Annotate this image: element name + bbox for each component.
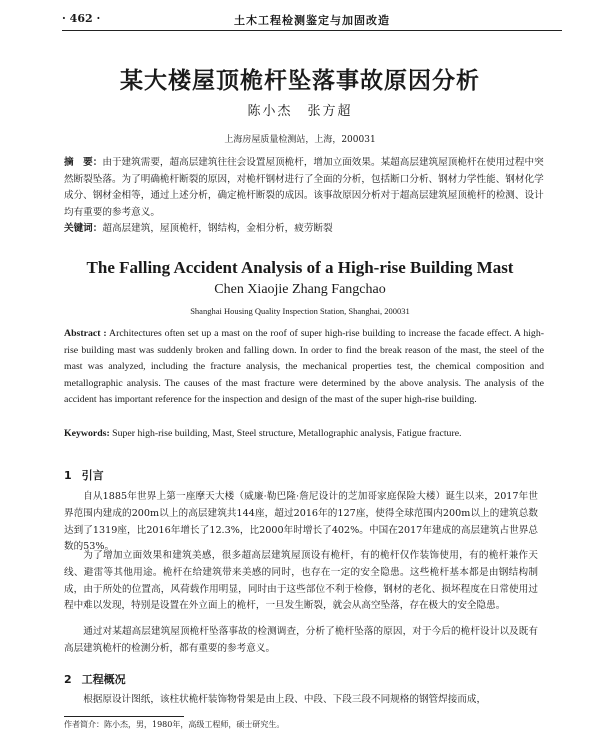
section-title: 引言 bbox=[81, 469, 104, 482]
chinese-keywords-label: 关键词： bbox=[64, 223, 103, 235]
section-number: 2 bbox=[64, 673, 72, 686]
chinese-title: 某大楼屋顶桅杆坠落事故原因分析 bbox=[120, 68, 480, 94]
section-heading-project-overview bbox=[64, 671, 126, 687]
english-title: The Falling Accident Analysis of a High-rise Building Mast bbox=[86, 258, 514, 277]
chinese-abstract-label: 摘 要： bbox=[64, 157, 103, 168]
english-keywords-label: Keywords: bbox=[64, 428, 110, 439]
english-abstract bbox=[64, 326, 544, 409]
english-affiliation: Shanghai Housing Quality Inspection Station, Shanghai, 200031 bbox=[190, 306, 410, 316]
section-title: 工程概况 bbox=[81, 673, 126, 686]
running-header bbox=[62, 10, 562, 30]
chinese-authors: 陈小杰 张方超 bbox=[247, 104, 353, 119]
english-authors: Chen Xiaojie Zhang Fangchao bbox=[214, 282, 386, 297]
chinese-abstract bbox=[64, 155, 544, 238]
chinese-abstract-text: 由于建筑需要，超高层建筑往往会设置屋顶桅杆，增加立面效果。某超高层建筑屋顶桅杆在使用过程中突然断裂坠落。为了明确桅杆断裂的原因，对桅杆钢材进行了全面的分析，包括断口分析、钢材力学性能、钢材化学成分、钢材金相等，通过上述分析，确定桅杆断裂的成因。该事故原因分析对于超高层建筑屋顶桅杆的检测、设计均有重要的参考意义。 bbox=[64, 157, 544, 218]
chinese-affiliation: 上海房屋质量检测站，上海，200031 bbox=[224, 135, 376, 145]
body-paragraph: 自从1885年世界上第一座摩天大楼（威廉·勒巴隆·詹尼设计的芝加哥家庭保险大楼）诞生以来，2017年世界范围内建成的200m以上的高层建筑共144座，超过2016年的127座，使得全球范围内200m以上的建筑总数达到了1319座，比2016年增长了12.3%，比2000年时增长了402%。中国在2017年建成的高层建筑占世界总数的53%。 bbox=[64, 491, 538, 553]
footnote-rule bbox=[64, 716, 184, 717]
header-rule bbox=[62, 30, 562, 31]
body-paragraph: 通过对某超高层建筑屋顶桅杆坠落事故的检测调查，分析了桅杆坠落的原因，对于今后的桅杆设计以及既有高层建筑桅杆的检测分析，都有重要的参考意义。 bbox=[64, 626, 538, 654]
chinese-keywords-text: 超高层建筑，屋顶桅杆，钢结构，金相分析，疲劳断裂 bbox=[102, 223, 333, 235]
english-keywords bbox=[64, 428, 544, 439]
section-heading-introduction bbox=[64, 467, 104, 483]
chinese-abstract-body bbox=[64, 155, 544, 221]
body-paragraph: 为了增加立面效果和建筑美感，很多超高层建筑屋顶设有桅杆，有的桅杆仅作装饰使用，有的桅杆兼作天线、避雷等其他用途。桅杆在给建筑带来美感的同时，也存在一定的安全隐患。这些桅杆基本都是由钢结构制成，由于所处的位置高，风荷载作用明显，同时由于这些部位不利于检修，钢材的老化、损坏程度在日常使用过程中难以发现，特别是设置在外立面上的桅杆，一旦发生断裂，就会从高空坠落，存在极大的安全隐患。 bbox=[64, 550, 538, 612]
english-abstract-text: Architectures often set up a mast on the roof of super high-rise building to increase the facade effect. A high-rise building mast was suddenly broken and falling down. In order to find the break reason of the mast, the steel of the mast was analyzed, including the fracture analysis, the mechanical properties test, the chemical composition and metallographic analysis. The causes of the mast fracture were determined by the above analysis. The analysis of the accident has important reference for the inspection and design of the mast of the super high-rise building. bbox=[64, 328, 544, 406]
body-paragraph: 根据原设计图纸，该柱状桅杆装饰物骨架是由上段、中段、下段三段不同规格的钢管焊接而成， bbox=[83, 694, 487, 705]
chinese-keywords bbox=[64, 221, 544, 238]
english-keywords-text: Super high-rise building, Mast, Steel structure, Metallographic analysis, Fatigue fracture. bbox=[112, 428, 462, 439]
author-footnote: 作者简介：陈小杰，男，1980年，高级工程师，硕士研究生。 bbox=[64, 720, 285, 729]
english-abstract-label: Abstract : bbox=[64, 328, 107, 339]
section-number: 1 bbox=[64, 469, 72, 482]
journal-title: 土木工程检测鉴定与加固改造 bbox=[234, 14, 390, 27]
page-number: · 462 · bbox=[62, 12, 101, 25]
